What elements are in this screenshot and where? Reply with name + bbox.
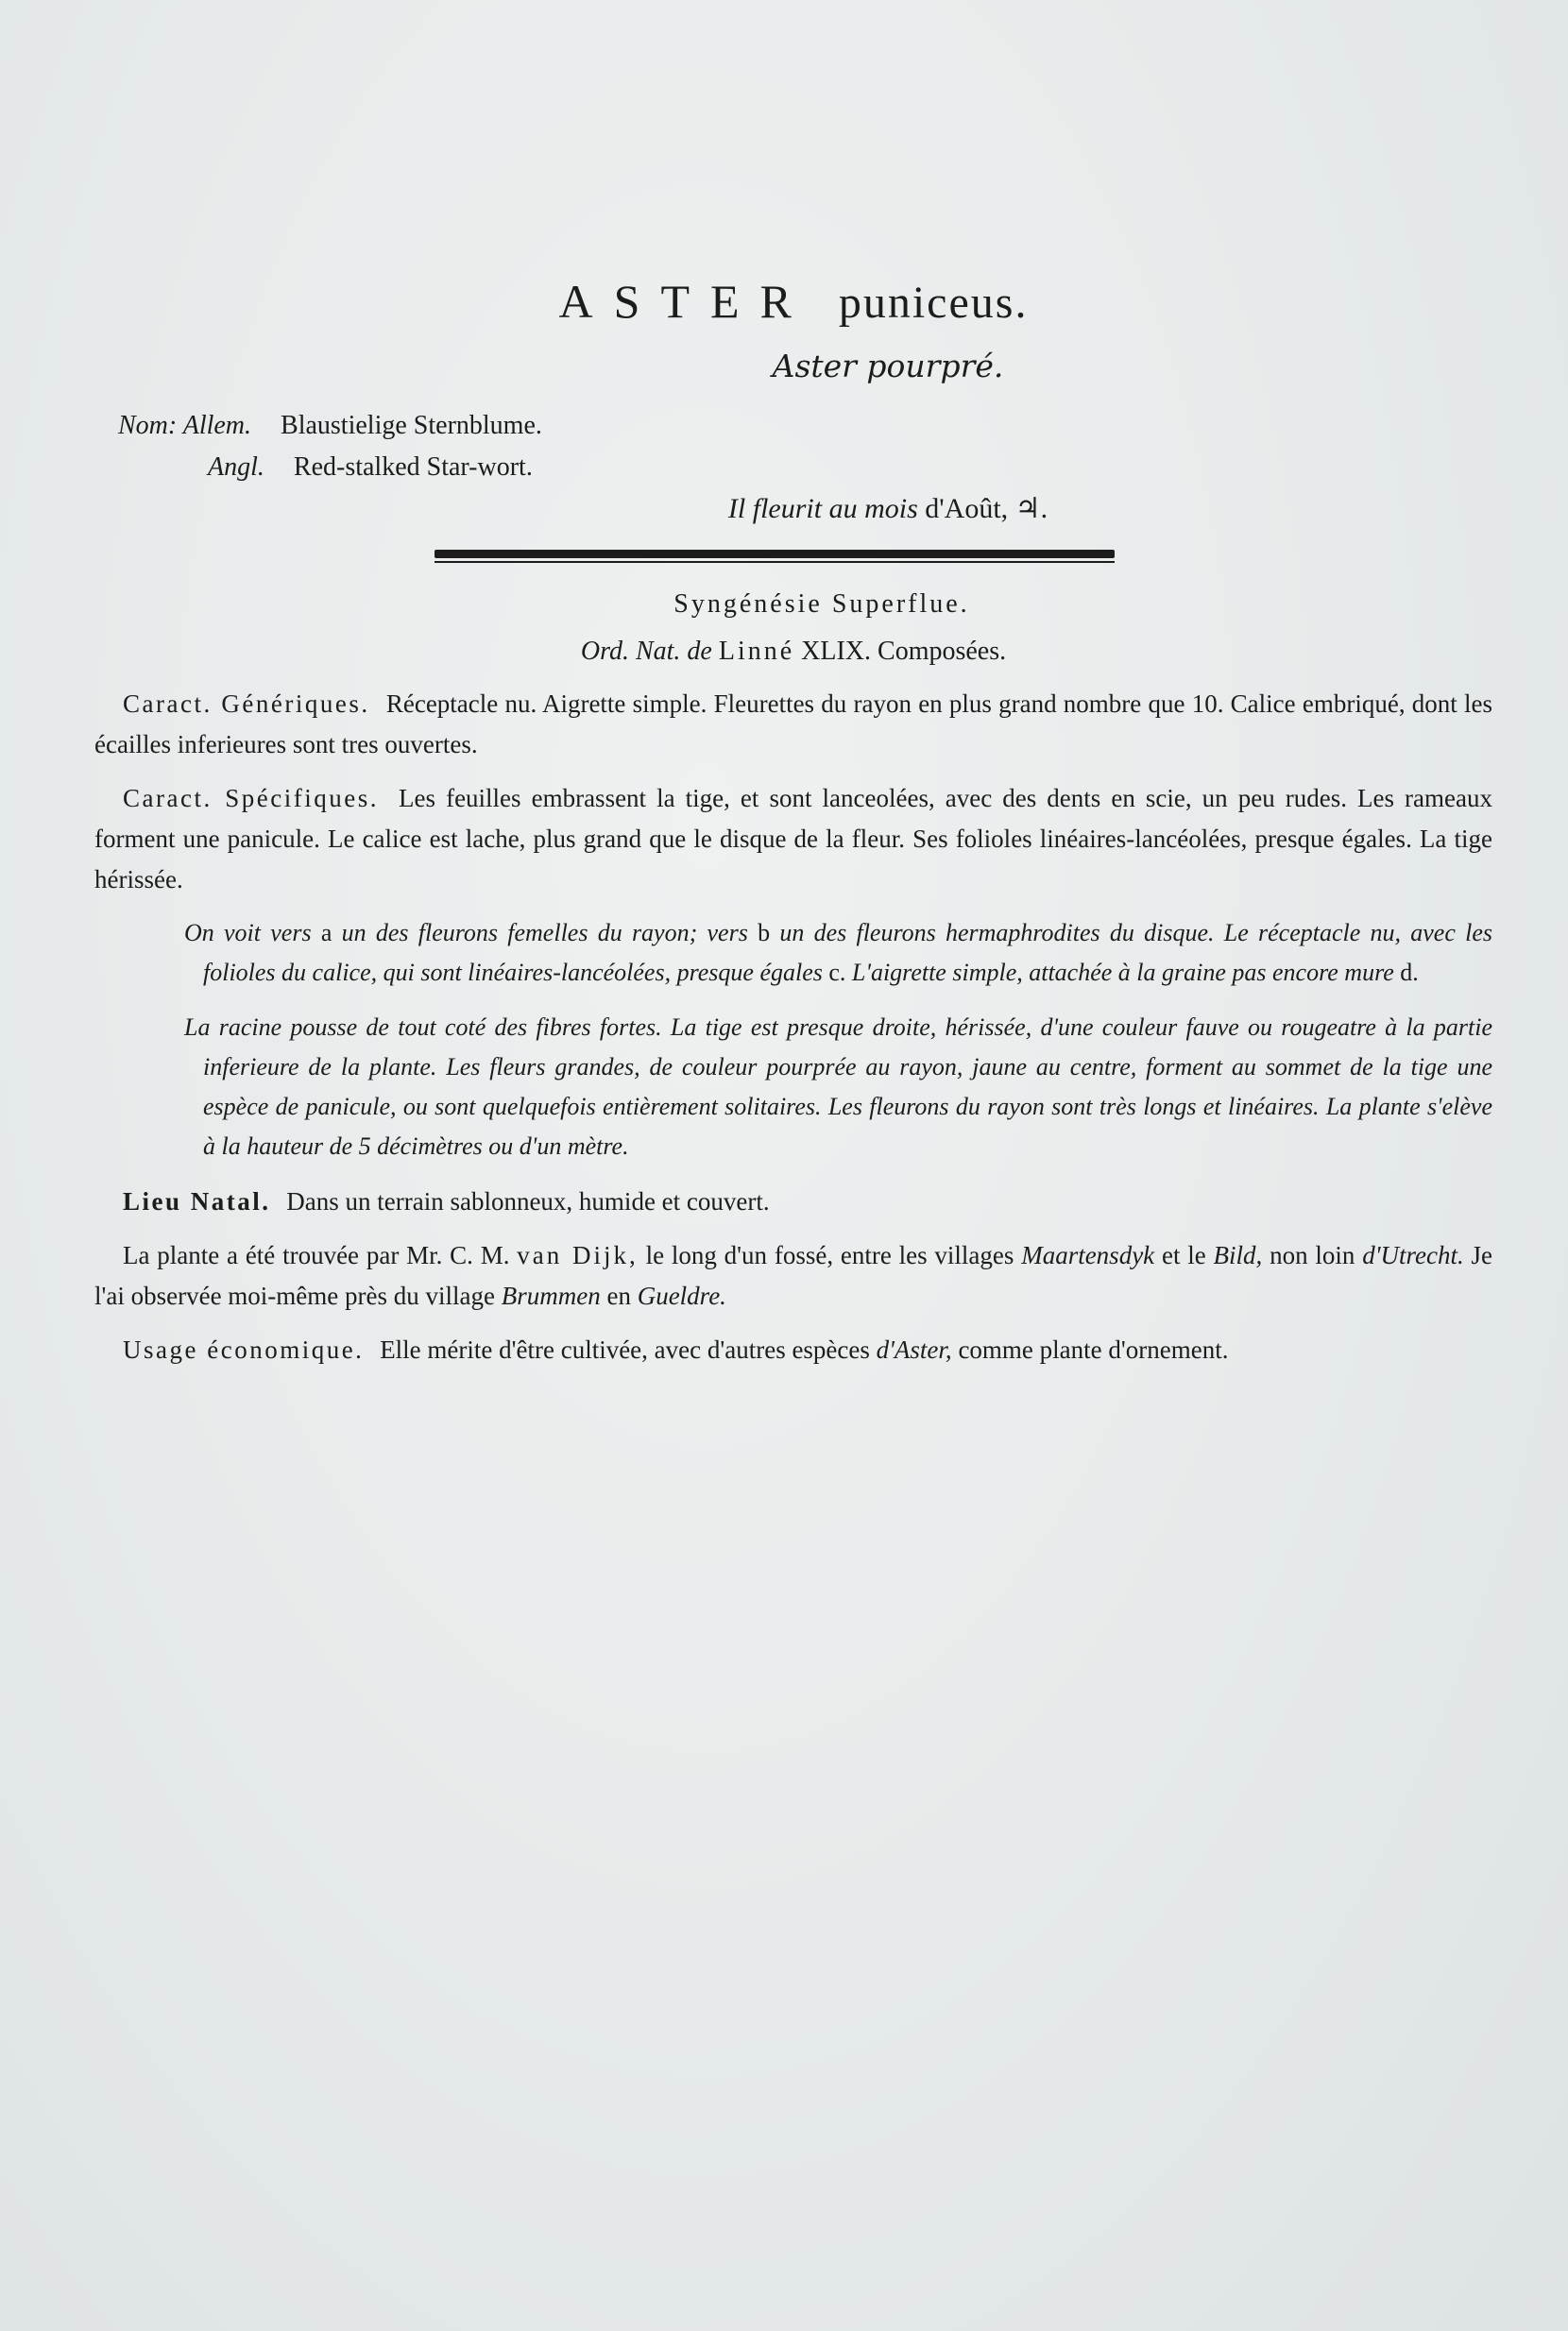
figure-text-1: On voit vers	[184, 919, 312, 946]
habitat-label: Lieu Natal.	[123, 1187, 271, 1216]
village-maartensdyk: Maartensdyk	[1021, 1241, 1155, 1269]
flowering-time	[283, 492, 1492, 525]
figure-text-4: L'aigrette simple, attachée à la graine pas encore mure	[851, 959, 1394, 986]
aster-genus-ref: d'Aster,	[876, 1336, 952, 1364]
ord-nat-label: Ord. Nat.	[580, 637, 681, 666]
figure-ref-c: c.	[828, 959, 846, 986]
generic-characters	[94, 684, 1492, 765]
english-name-row	[208, 447, 1492, 488]
angl-label: Angl.	[208, 452, 264, 482]
found-text-1: La plante a été trouvée par Mr. C. M.	[123, 1241, 510, 1269]
divider-thin-line	[435, 561, 1115, 563]
habitat-paragraph	[94, 1182, 1492, 1222]
usage-paragraph	[94, 1330, 1492, 1370]
city-utrecht: d'Utrecht.	[1362, 1241, 1464, 1269]
village-brummen: Brummen	[501, 1282, 601, 1310]
finder-name: van Dijk,	[517, 1241, 639, 1269]
found-text-3: et le	[1161, 1241, 1206, 1269]
family-name: Composées.	[878, 637, 1007, 666]
usage-text-1: Elle mérite d'être cultivée, avec d'autres espèces	[380, 1336, 870, 1364]
habitat-text: Dans un terrain sablonneux, humide et couvert.	[286, 1187, 770, 1216]
usage-text-2: comme plante d'ornement.	[958, 1336, 1229, 1364]
generic-text: Réceptacle nu. Aigrette simple. Fleurettes du rayon en plus grand nombre que 10. Calice embriqué, dont les écailles inferieures sont tres ouvertes.	[94, 689, 1492, 758]
section-divider	[435, 550, 1115, 563]
german-name: Blaustielige Sternblume.	[281, 411, 542, 440]
plant-description: La racine pousse de tout coté des fibres fortes. La tige est presque droite, hérissée, d'une couleur fauve ou rougeatre à la partie inferieure de la plante. Les fleurs grandes, de couleur pourprée au rayon, jaune au centre, forment au sommet de la tige une espèce de panicule, ou sont quelquefois entièrement solitaires. Les fleurons du rayon sont très longs et linéaires. La plante s'elève à la hauteur de 5 décimètres ou d'un mètre.	[184, 1013, 1492, 1160]
title-genus: ASTER	[558, 275, 812, 328]
german-name-row	[118, 405, 1492, 447]
region-gueldre: Gueldre.	[637, 1282, 726, 1310]
specific-text: Les feuilles embrassent la tige, et sont lanceolées, avec des dents en scie, un peu rudes. Les rameaux forment une panicule. Le calice est lache, plus grand que le disque de la fleur. Ses folioles linéaires-lancéolées, presque égales. La tige hérissée.	[94, 784, 1493, 893]
specific-label: Caract. Spécifiques.	[123, 784, 379, 812]
nom-allem-label: Nom: Allem.	[118, 411, 252, 440]
found-text-5: Je l'ai observée moi-même près du village	[94, 1241, 1492, 1310]
title-species: puniceus.	[838, 278, 1029, 328]
common-names	[94, 405, 1492, 488]
usage-label: Usage économique.	[123, 1336, 365, 1364]
order-number: XLIX.	[801, 637, 872, 666]
flowering-italic: Il fleurit au mois	[727, 493, 918, 524]
linne-name: Linné	[718, 637, 795, 666]
figure-text-3: un des fleurons hermaphrodites du disque. Le réceptacle nu, avec les folioles du calice, qui sont linéaires-lancéolées, presque égales	[203, 919, 1493, 986]
found-paragraph	[94, 1235, 1492, 1317]
found-text-2: le long d'un fossé, entre les villages	[645, 1241, 1014, 1269]
figure-explanation	[94, 913, 1492, 993]
found-text-6: en	[606, 1282, 631, 1310]
de-label: de	[687, 637, 712, 666]
figure-text-2: un des fleurons femelles du rayon; vers	[341, 919, 748, 946]
generic-label: Caract. Génériques.	[123, 689, 370, 718]
class-name: Syngénésie Superflue.	[673, 589, 970, 619]
document-content	[94, 274, 1492, 1384]
figure-ref-b: b	[758, 919, 771, 946]
divider-thick-line	[435, 550, 1115, 558]
figure-ref-a: a	[320, 919, 332, 946]
linnaean-class	[151, 589, 1492, 620]
found-text-4: non loin	[1270, 1241, 1355, 1269]
flowering-month: d'Août, ♃.	[925, 493, 1048, 524]
natural-order	[94, 637, 1492, 667]
page-subtitle: Aster pourpré.	[772, 348, 1004, 384]
village-bild: Bild,	[1213, 1241, 1263, 1269]
figure-ref-d: d.	[1400, 959, 1419, 986]
specific-characters	[94, 778, 1492, 900]
page-title	[94, 274, 1492, 329]
english-name: Red-stalked Star-wort.	[293, 452, 533, 482]
